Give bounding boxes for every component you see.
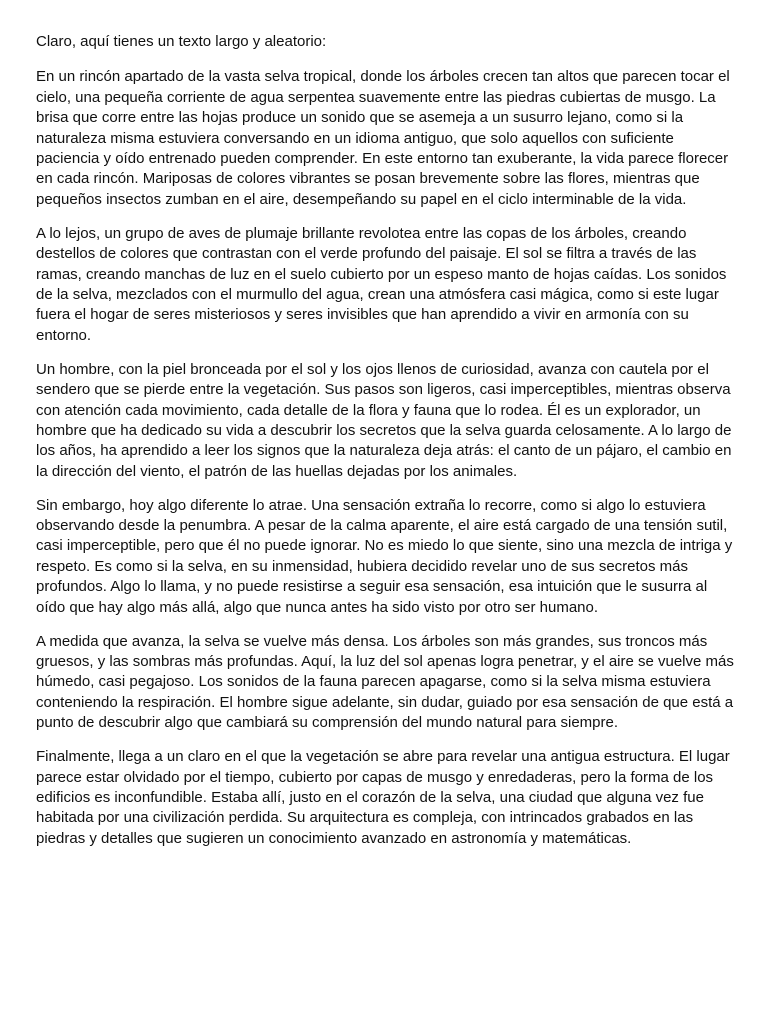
paragraph-2: A lo lejos, un grupo de aves de plumaje brillante revolotea entre las copas de los árboles, creando destellos de colores que contrastan con el verde profundo del paisaje. El sol se filtra a través de las ramas, creando manchas de luz en el suelo cubierto por un espeso manto de hojas caídas. Los sonidos de la selva, mezclados con el murmullo del agua, crean una atmósfera casi mágica, como si este lugar fuera el hogar de seres misteriosos y seres invisibles que han aprendido a vivir en armonía con su entorno.: [36, 224, 727, 344]
paragraph-1: En un rincón apartado de la vasta selva tropical, donde los árboles crecen tan altos que parecen tocar el cielo, una pequeña corriente de agua serpentea suavemente entre las piedras cubiertas de musgo. La brisa que corre entre las hojas produce un sonido que se asemeja a un susurro lejano, como si la naturaleza misma estuviera conversando en un idioma antiguo, que solo aquellos con suficiente paciencia y oído entrenado pueden comprender. En este entorno tan exuberante, la vida parece florecer en cada rincón. Mariposas de colores vibrantes se posan brevemente sobre las flores, mientras que pequeños insectos zumban en el aire, desempeñando su papel en el ciclo interminable de la vida.: [36, 68, 730, 208]
paragraph-5: A medida que avanza, la selva se vuelve más densa. Los árboles son más grandes, sus troncos más gruesos, y las sombras más profundas. Aquí, la luz del sol apenas logra penetrar, y el aire se vuelve más húmedo, casi pegajoso. Los sonidos de la fauna parecen apagarse, como si la selva misma estuviera conteniendo la respiración. El hombre sigue adelante, sin dudar, guiado por esa sensación de que está a punto de descubrir algo que cambiará su comprensión del mundo natural para siempre.: [36, 632, 734, 732]
paragraph-4: Sin embargo, hoy algo diferente lo atrae. Una sensación extraña lo recorre, como si algo lo estuviera observando desde la penumbra. A pesar de la calma aparente, el aire está cargado de una tensión sutil, casi imperceptible, pero que él no puede ignorar. No es miedo lo que siente, sino una mezcla de intriga y respeto. Es como si la selva, en su inmensidad, hubiera decidido revelar uno de sus secretos más profundos. Algo lo llama, y no puede resistirse a seguir esa sensación, esa intuición que le susurra al oído que hay algo más allá, algo que nunca antes ha sido visto por otro ser humano.: [36, 496, 733, 616]
paragraph-3: Un hombre, con la piel bronceada por el sol y los ojos llenos de curiosidad, avanza con cautela por el sendero que se pierde entre la vegetación. Sus pasos son ligeros, casi imperceptibles, mientras observa con atención cada movimiento, cada detalle de la flora y fauna que lo rodea. Él es un explorador, un hombre que ha dedicado su vida a descubrir los secretos que la selva guarda celosamente. A lo largo de los años, ha aprendido a leer los signos que la naturaleza deja atrás: el canto de un pájaro, el cambio en la dirección del viento, el patrón de las huellas dejadas por los animales.: [36, 360, 732, 480]
paragraph-6: Finalmente, llega a un claro en el que la vegetación se abre para revelar una antigua estructura. El lugar parece estar olvidado por el tiempo, cubierto por capas de musgo y enredaderas, pero la forma de los edificios es inconfundible. Estaba allí, justo en el corazón de la selva, una ciudad que alguna vez fue habitada por una civilización perdida. Su arquitectura es compleja, con intrincados grabados en las piedras y detalles que sugieren un conocimiento avanzado en astronomía y matemáticas.: [36, 748, 730, 847]
document-body: [36, 32, 736, 849]
intro-line: Claro, aquí tienes un texto largo y aleatorio:: [36, 33, 327, 50]
